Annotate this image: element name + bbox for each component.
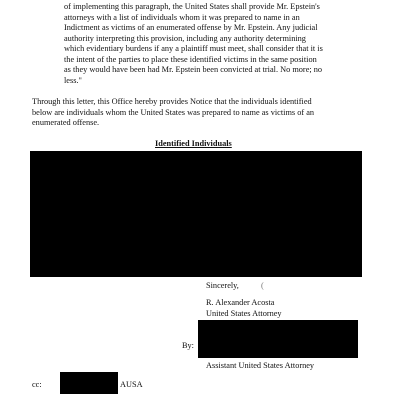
- assistant-us-attorney-title: Assistant United States Attorney: [206, 361, 315, 370]
- redacted-cc-name: [60, 372, 118, 394]
- by-label: By:: [182, 341, 194, 350]
- quoted-agreement-paragraph: of implementing this paragraph, the United States shall provide Mr. Epstein's attorneys with a list of individuals whom it was prepared to name in an Indictment as victims of an enumerated offense by Mr. Epstein. Any judicial authority interpreting this provision, including any authority determining which evidentiary burdens if any a plaintiff must meet, shall consider that it is the intent of the parties to place these identified victims in the same position as they would have been had Mr. Epstein been convicted at trial. No more; no less.": [64, 2, 323, 85]
- notice-paragraph: Through this letter, this Office hereby provides Notice that the individuals identified below are individuals whom the United States was prepared to name as victims of an enumerated offense.: [32, 97, 315, 127]
- identified-individuals-heading: Identified Individuals: [155, 139, 232, 148]
- cc-ausa-suffix: AUSA: [120, 380, 143, 389]
- cc-label: cc:: [32, 380, 42, 389]
- closing-sincerely: Sincerely,: [206, 281, 239, 290]
- redacted-individuals-list: [30, 151, 362, 277]
- signer-name: R. Alexander Acosta: [206, 298, 275, 307]
- redacted-signature: [198, 320, 358, 358]
- signer-title: United States Attorney: [206, 309, 282, 318]
- signature-mark: (: [261, 281, 264, 290]
